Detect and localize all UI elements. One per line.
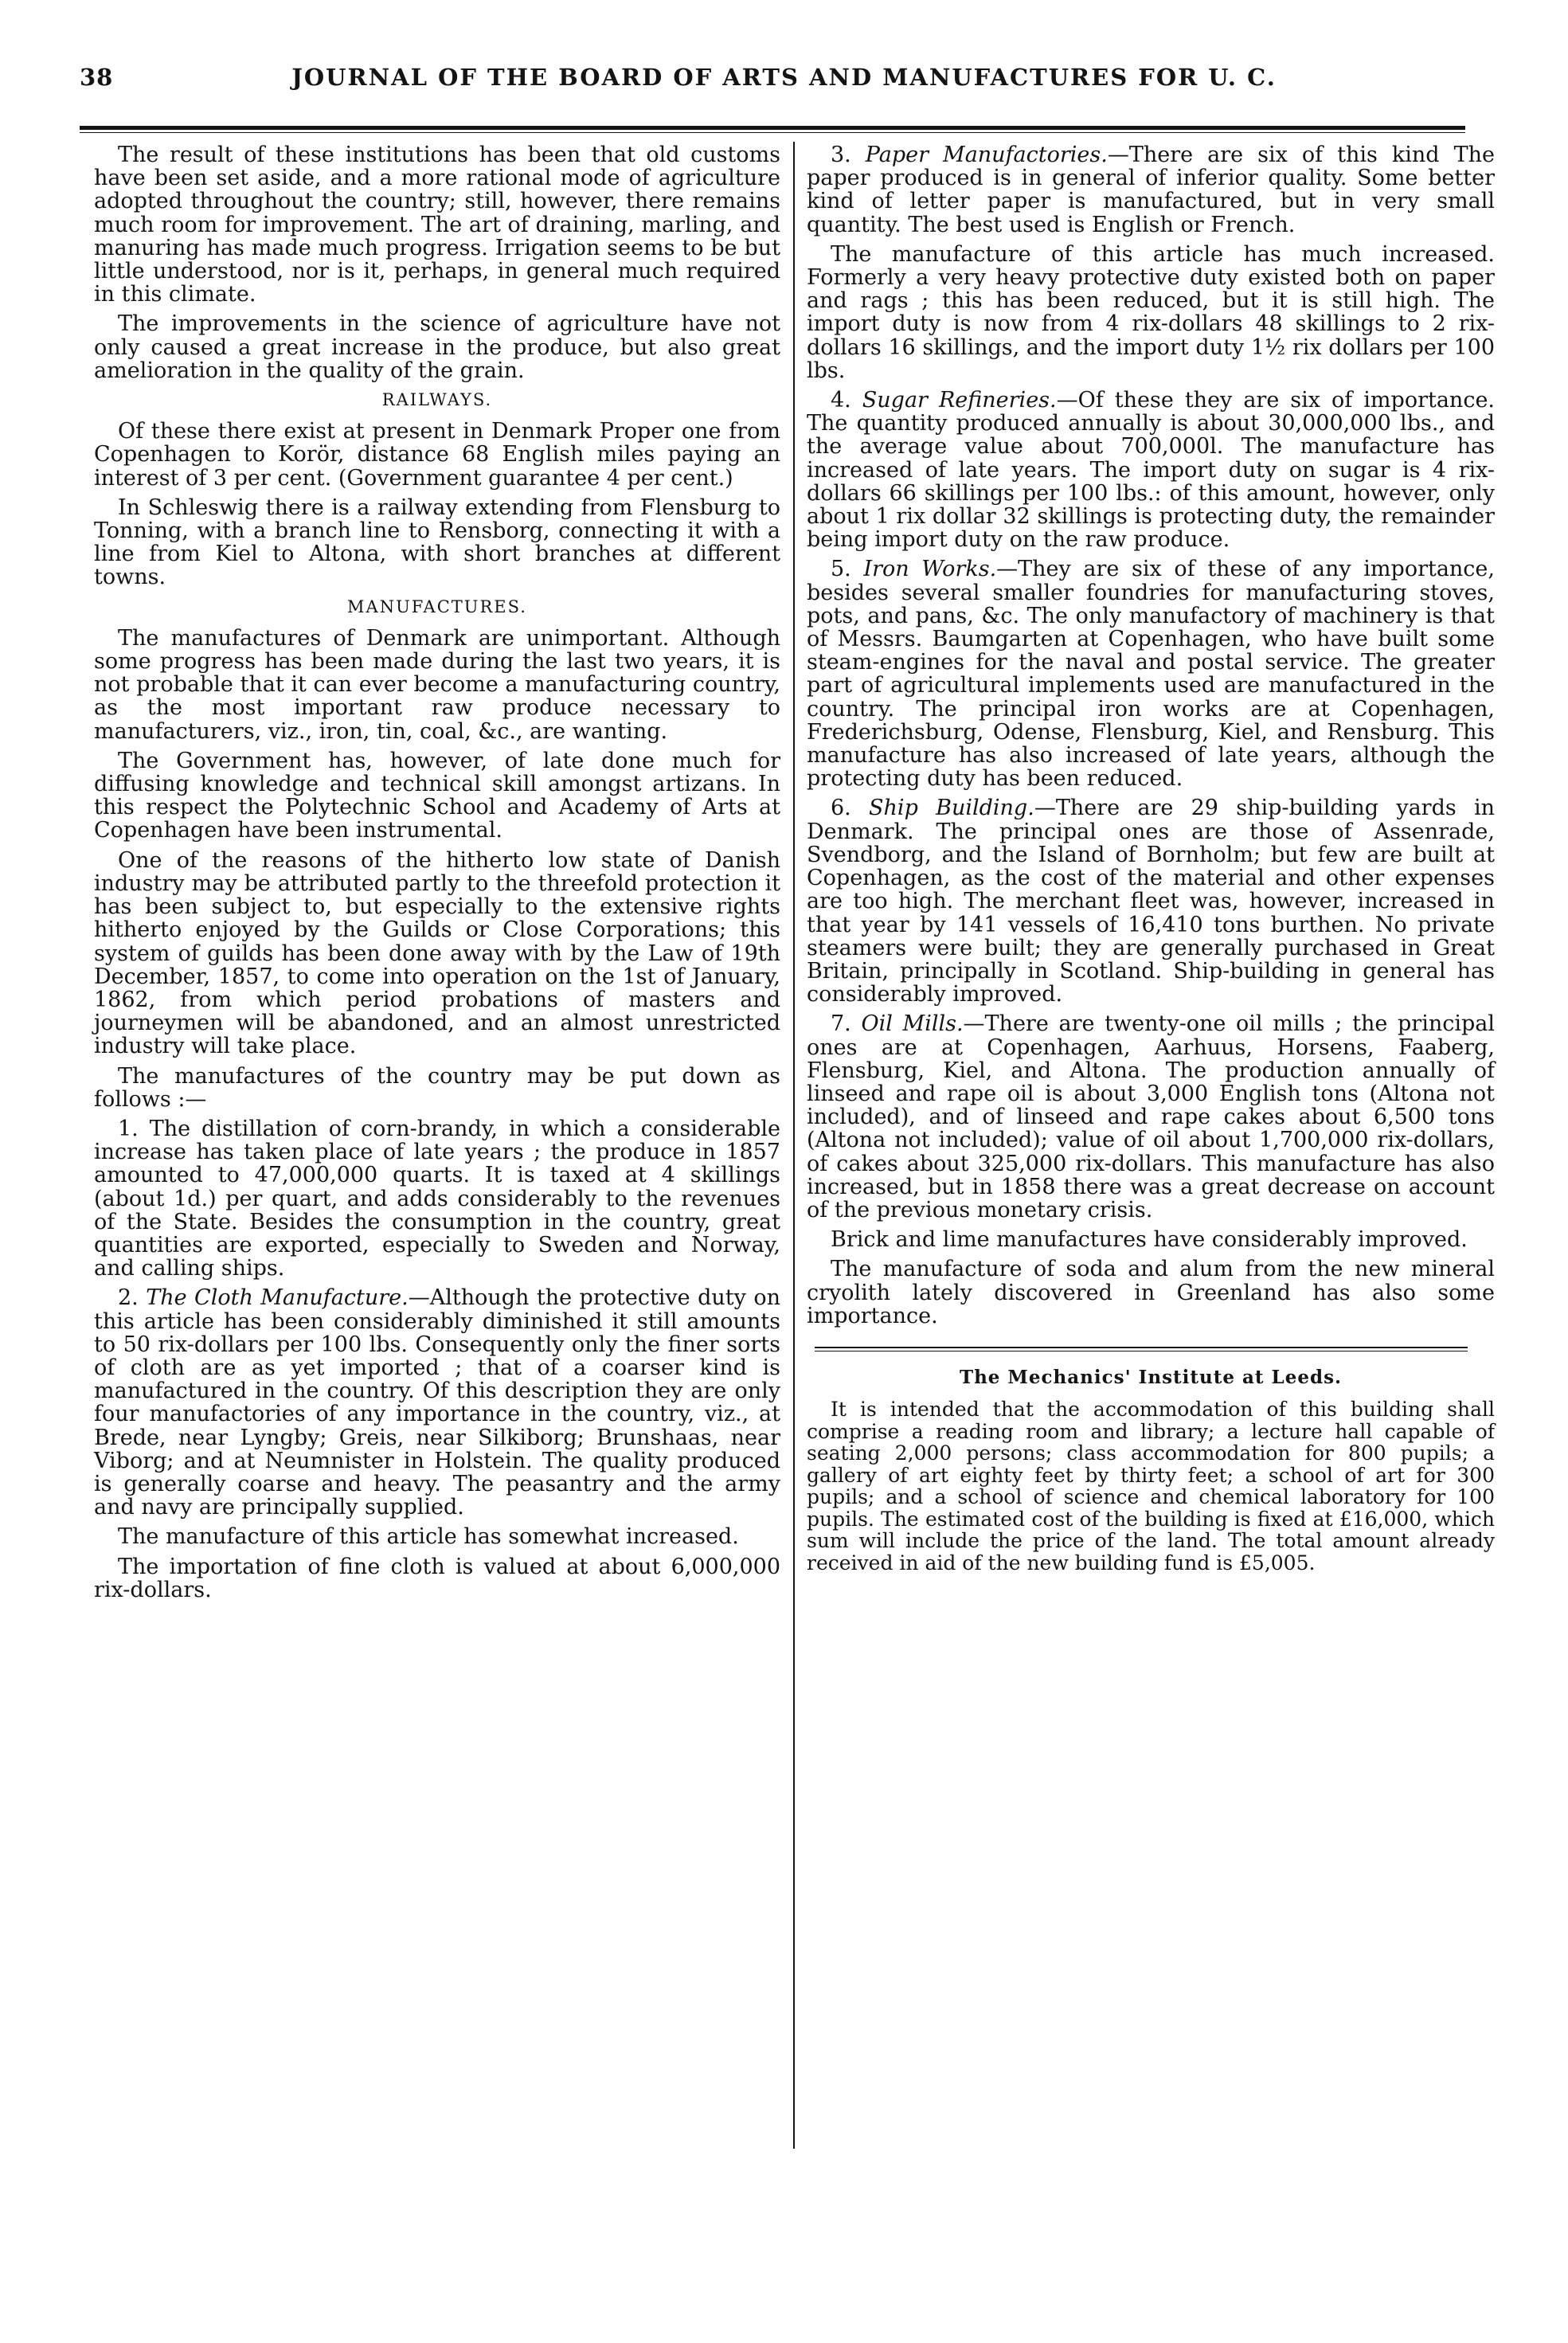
item-label: 6. — [831, 796, 870, 821]
numbered-item — [94, 1286, 780, 1519]
numbered-item — [807, 1012, 1495, 1222]
page-header — [80, 64, 1488, 111]
paragraph: One of the reasons of the hitherto low state of Danish industry may be attributed partly to the threefold protection it has been subject to, but especially to the extensive rights hitherto enjoyed by the Guilds or Close Corporations; this system of guilds has been done away with by the Law of 19th December, 1857, to come into operation on the 1st of January, 1862, from which period probations of masters and journeymen will be abandoned, and an almost unrestricted industry will take place. — [94, 847, 780, 1059]
item-label: 5. — [831, 557, 864, 582]
item-title: Ship Building. — [869, 796, 1034, 821]
paragraph: The Government has, however, of late done much for diffusing knowledge and technical skill amongst artizans. In this respect the Polytechnic School and Academy of Arts at Copenhagen have been instrumental. — [94, 748, 780, 843]
left-column — [94, 143, 780, 1608]
section-heading-manufactures: MANUFACTURES. — [347, 597, 527, 616]
paragraph: The improvements in the science of agriculture have not only caused a great increase in the produce, but also great amelioration in the quality of the grain. — [94, 311, 780, 383]
paragraph: Of these there exist at present in Denmark Proper one from Copenhagen to Korör, distance 68 English miles paying an interest of 3 per cent. (Government guarantee 4 per cent.) — [94, 419, 780, 491]
numbered-item — [807, 389, 1495, 551]
paragraph: The manufacture of soda and alum from the new mineral cryolith lately discovered in Greenland has also some importance. — [807, 1257, 1495, 1328]
running-head: JOURNAL OF THE BOARD OF ARTS AND MANUFACTURES FOR U. C. — [291, 64, 1277, 91]
article-separator-rule — [815, 1347, 1468, 1351]
paragraph: The result of these institutions has been that old customs have been set aside, and a more rational mode of agriculture adopted throughout the country; still, however, there remains much room for improvement. The art of draining, marling, and manuring has made much progress. Irrigation seems to be but little understood, nor is it, perhaps, in general much required in this climate. — [94, 143, 780, 307]
item-title: The Cloth Manufacture. — [146, 1285, 409, 1311]
item-title: Sugar Refineries. — [862, 388, 1057, 413]
paragraph: 1. The distillation of corn-brandy, in which a considerable increase has taken place of late years ; the produce in 1857 amounted to 47,000,000 quarts. It is taxed at 4 skillings (about 1d.) per quart, and adds considerably to the revenues of the State. Besides the consumption in the country, great quantities are exported, especially to Sweden and Norway, and calling ships. — [94, 1116, 780, 1281]
column-divider — [793, 142, 795, 2149]
item-label: 2. — [118, 1285, 147, 1311]
item-label: 4. — [831, 388, 862, 413]
item-text: —They are six of these of any importance, besides several smaller foundries for manufacturing stoves, pots, and pans, &c. The only manufactory of machinery is that of Messrs. Baumgarten at Copenhagen, who have built some steam-engines for the naval and postal service. The greater part of agricultural implements used are manufactured in the country. The principal iron works are at Copenhagen, Frederichsburg, Odense, Flensburg, Kiel, and Rensburg. This manufacture has also increased of late years, although the protecting duty has been reduced. — [807, 557, 1495, 792]
header-rule-thin — [80, 132, 1465, 133]
paragraph: Brick and lime manufactures have considerably improved. — [831, 1227, 1468, 1253]
item-label: 3. — [831, 143, 866, 167]
item-text: —There are twenty-one oil mills ; the principal ones are at Copenhagen, Aarhuus, Horsens, Faaberg, Flensburg, Kiel, and Altona. The production annually of linseed and rape oil is about 3,000 English tons (Altona not included), and of linseed and rape cakes about 6,500 tons (Altona not included); value of oil about 1,700,000 rix-dollars, of cakes about 325,000 rix-dollars. This manufacture has also increased, but in 1858 there was a great decrease on account of the previous monetary crisis. — [807, 1011, 1495, 1222]
paragraph: The manufactures of Denmark are unimportant. Although some progress has been made during the last two years, it is not probable that it can ever become a manufacturing country, as the most important raw produce necessary to manufacturers, viz., iron, tin, coal, &c., are wanting. — [94, 625, 780, 744]
item-label: 7. — [831, 1011, 862, 1037]
paragraph: The manufacture of this article has somewhat increased. — [118, 1524, 739, 1550]
item-title: Iron Works. — [863, 557, 997, 582]
section-heading-railways: RAILWAYS. — [381, 390, 493, 410]
item-text: —There are 29 ship-building yards in Denmark. The principal ones are those of Assenrade, Svendborg, and the Island of Bornholm; but few are built at Copenhagen, as the cost of the material and other expenses are too high. The merchant fleet was, however, increased in that year by 141 vessels of 16,410 tons burthen. No private steamers were built; they are generally purchased in Great Britain, principally in Scotland. Ship-building in general has considerably improved. — [807, 796, 1496, 1007]
item-text: —There are six of this kind The paper produced is in general of inferior quality. Some better kind of letter paper is manufactured, but in very small quantity. The best used is English or French. — [807, 143, 1495, 237]
item-title: Paper Manufactories. — [865, 143, 1108, 167]
page-number: 38 — [80, 64, 114, 91]
numbered-item — [807, 557, 1495, 790]
paragraph: It is intended that the accommodation of this building shall comprise a reading room and library; a lecture hall capable of seating 2,000 persons; class accommodation for 800 pupils; a gallery of art eighty feet by thirty feet; a school of art for 300 pupils; and a school of science and chemical laboratory for 100 pupils. The estimated cost of the building is fixed at £16,000, which sum will include the price of the land. The total amount already received in aid of the new building fund is £5,005. — [807, 1398, 1495, 1574]
header-rule — [80, 126, 1465, 130]
paragraph: In Schleswig there is a railway extending from Flensburg to Tonning, with a branch line to Rensborg, connecting it with a line from Kiel to Altona, with short branches at different towns. — [94, 495, 780, 590]
right-column — [807, 143, 1495, 1580]
numbered-item — [807, 796, 1495, 1006]
paragraph: The importation of fine cloth is valued at about 6,000,000 rix-dollars. — [94, 1554, 780, 1602]
paragraph: The manufacture of this article has much increased. Formerly a very heavy protective duty existed both on paper and rags ; this has been reduced, but it is still high. The import duty is now from 4 rix-dollars 48 skillings to 2 rix-dollars 16 skillings, and the import duty 1½ rix dollars per 100 lbs. — [807, 241, 1495, 383]
numbered-item — [807, 143, 1495, 237]
item-text: —Of these they are six of importance. The quantity produced annually is about 30,000,000 lbs., and the average value about 700,000l. The manufacture has increased of late years. The import duty on sugar is 4 rix-dollars 66 skillings per 100 lbs.: of this amount, however, only about 1 rix dollar 32 skillings is protecting duty, the remainder being import duty on the raw produce. — [807, 388, 1496, 553]
item-title: Oil Mills. — [861, 1011, 964, 1037]
article-heading-leeds: The Mechanics' Institute at Leeds. — [959, 1366, 1343, 1388]
item-text: —Although the protective duty on this article has been considerably diminished it still amounts to 50 rix-dollars per 100 lbs. Consequently only the finer sorts of cloth are as yet imported ; that of a coarser kind is manufactured in the country. Of this description they are only four manufactories of any importance in the country, viz., at Brede, near Lyngby; Greis, near Silkiborg; Brunshaas, near Viborg; and at Neumnister in Holstein. The quality produced is generally coarse and heavy. The peasantry and the army and navy are principally supplied. — [94, 1285, 780, 1520]
paragraph: The manufactures of the country may be put down as follows :— — [94, 1063, 780, 1112]
